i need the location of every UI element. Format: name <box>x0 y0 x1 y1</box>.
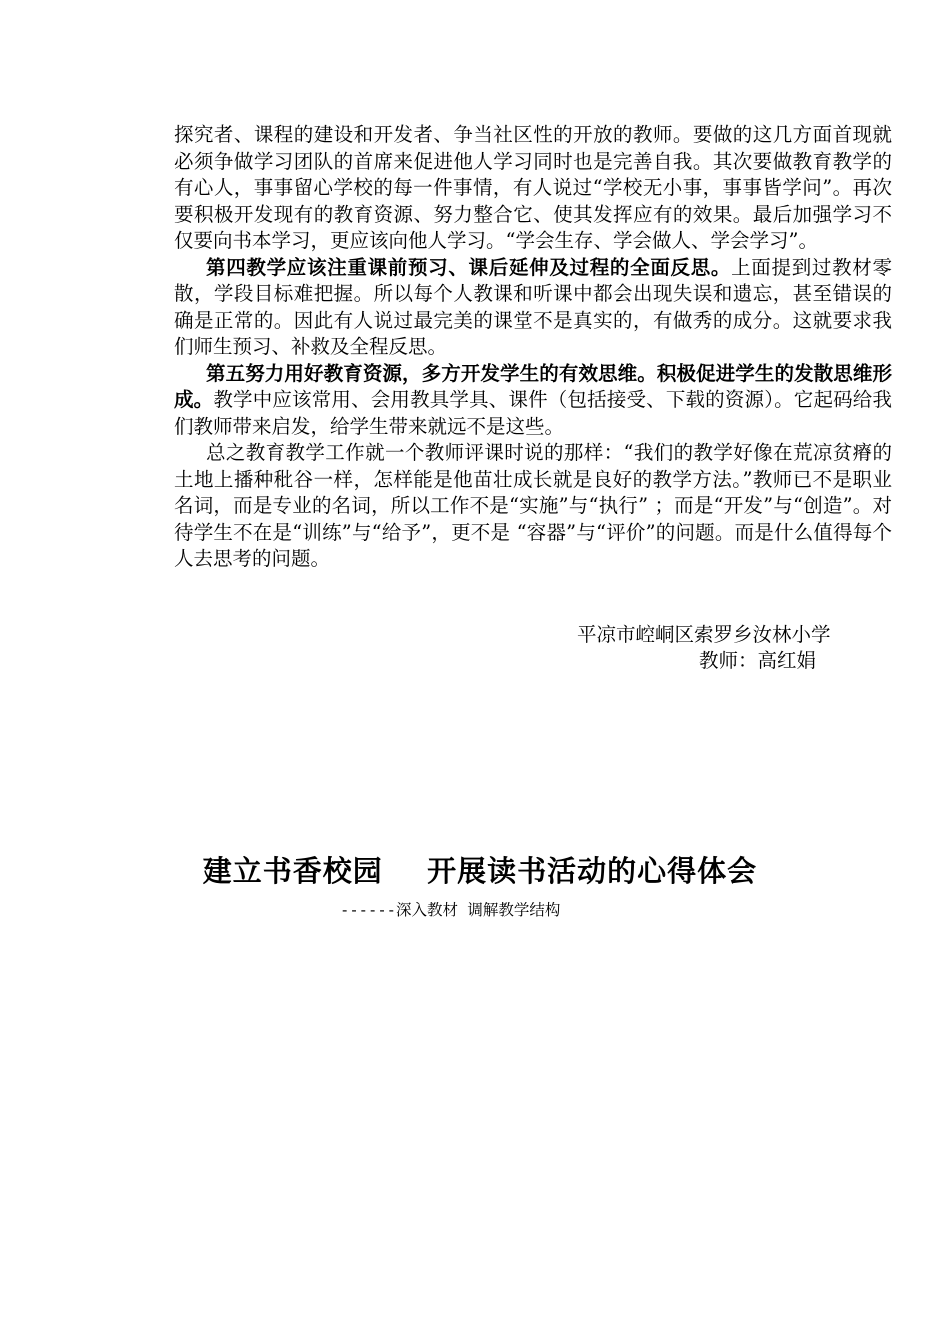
paragraph-text: 教学中应该常用、会用教具学具、课件（包括接受、下载的资源）。它起码给我们教师带来启发，给学生带来就远不是这些。 <box>174 388 892 438</box>
signature-teacher: 教师：高红娟 <box>699 649 817 672</box>
paragraph-lead: 第四教学应该注重课前预习、课后延伸及过程的全面反思。 <box>206 255 732 279</box>
article-title: 建立书香校园 开展读书活动的心得体会 <box>202 854 758 888</box>
article-body <box>174 122 892 573</box>
paragraph-2 <box>174 255 892 361</box>
paragraph-3 <box>174 361 892 441</box>
article-subtitle: ------深入教材 调解教学结构 <box>340 901 561 919</box>
paragraph-text: 探究者、课程的建设和开发者、争当社区性的开放的教师。要做的这几方面首现就必须争做学习团队的首席来促进他人学习同时也是完善自我。其次要做教育教学的有心人，事事留心学校的每一件事情，有人说过“学校无小事，事事皆学问”。再次要积极开发现有的教育资源、努力整合它、使其发挥应有的效果。最后加强学习不仅要向书本学习，更应该向他人学习。“学会生存、学会做人、学会学习”。 <box>174 123 892 252</box>
paragraph-4 <box>174 440 892 573</box>
signature-school: 平凉市崆峒区索罗乡汝林小学 <box>577 623 831 646</box>
paragraph-text: 总之教育教学工作就一个教师评课时说的那样：“我们的教学好像在荒凉贫瘠的土地上播种秕谷一样，怎样能是他苗壮成长就是良好的教学方法。”教师已不是职业名词，而是专业的名词，所以工作不是“实施”与“执行” ；而是“开发”与“创造”。对待学生不在是“训练”与“给予”，更不是 “容器”与“评价”的问题。而是什么值得每个人去思考的问题。 <box>174 441 892 570</box>
paragraph-lead: 第五努力用好教育资源，多方开发学生的有效思维。积极促进学生的发散思维形成。 <box>174 361 892 411</box>
paragraph-1 <box>174 122 892 255</box>
paragraph-text: 上面提到过教材零散，学段目标难把握。所以每个人教课和听课中都会出现失误和遗忘，甚至错误的确是正常的。因此有人说过最完美的课堂不是真实的，有做秀的成分。这就要求我们师生预习、补救及全程反思。 <box>174 255 892 358</box>
